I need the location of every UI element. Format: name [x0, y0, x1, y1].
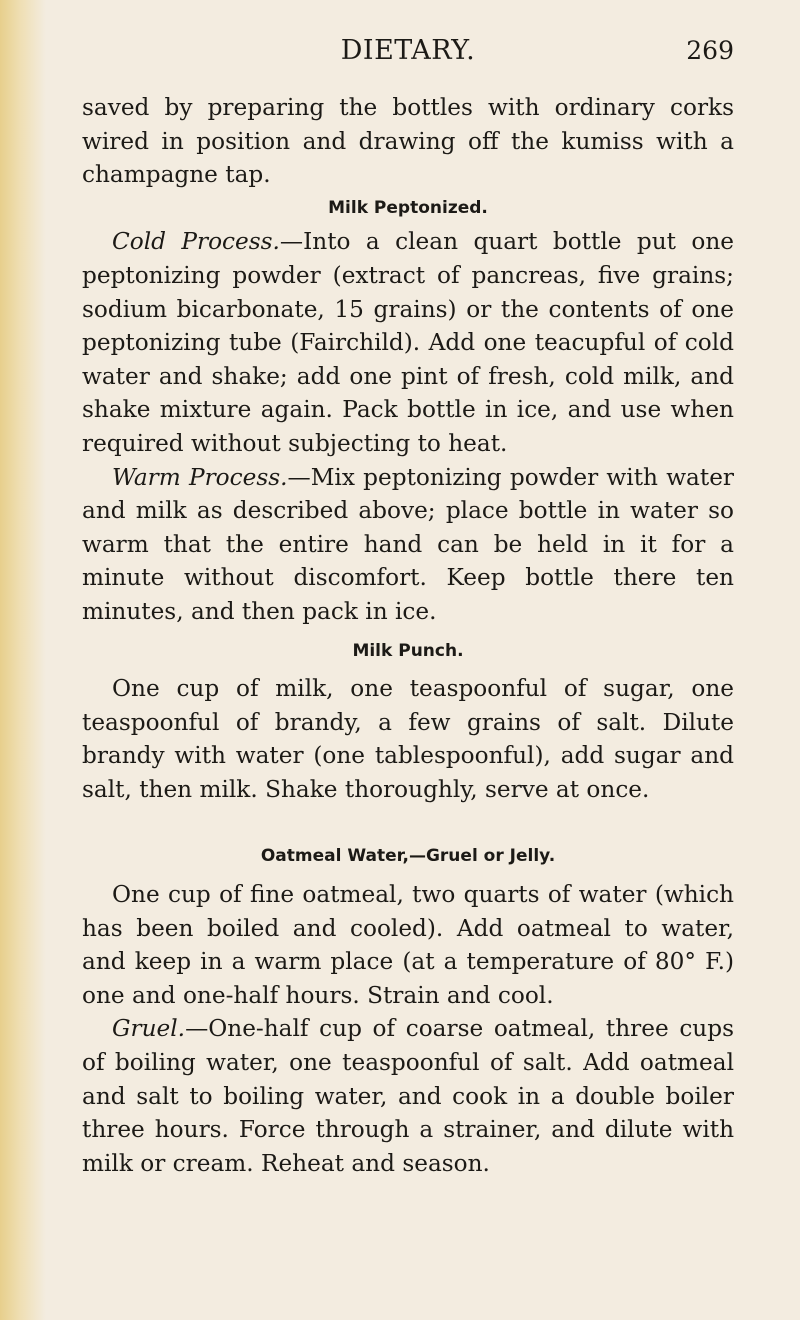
paragraph-milk-punch: One cup of milk, one teaspoonful of sugar, one teaspoonful of brandy, a few grains of salt. Dilute brandy with water (one tablespoonful), add sugar and salt, then milk. Shake thoroughly, serve at once.: [82, 675, 734, 803]
body-text: [82, 91, 734, 1180]
paragraph-warm-process: [82, 461, 734, 629]
paragraph-oatmeal-water: One cup of fine oatmeal, two quarts of water (which has been boiled and cooled). Add oatmeal to water, and keep in a warm place (at a temperature of 80° F.) one and one-half hours. Strain and cool.: [82, 881, 734, 1009]
paragraph-intro: saved by preparing the bottles with ordinary corks wired in position and drawing off the kumiss with a champagne tap.: [82, 94, 734, 189]
heading-milk-punch: Milk Punch.: [352, 640, 464, 661]
gruel-text: —One-half cup of coarse oatmeal, three cups of boiling water, one teaspoonful of salt. Add oatmeal and salt to boiling water, and cook in a double boiler three hours. Force through a strainer, and dilute with milk or cream. Reheat and season.: [82, 1015, 734, 1177]
cold-process-text: —Into a clean quart bottle put one peptonizing powder (extract of pancreas, five grains; sodium bicarbonate, 15 grains) or the contents of one peptonizing tube (Fairchild). Add one teacupful of cold water and shake; add one pint of fresh, cold milk, and shake mixture again. Pack bottle in ice, and use when required without subjecting to heat.: [82, 228, 735, 457]
heading-oatmeal-water: Oatmeal Water,—Gruel or Jelly.: [260, 846, 556, 867]
paragraph-cold-process: [82, 225, 734, 460]
page-number: 269: [686, 36, 734, 65]
paragraph-gruel: [82, 1012, 734, 1180]
running-title: DIETARY.: [340, 35, 476, 66]
cold-process-label: Cold Process.: [112, 228, 280, 256]
warm-process-text: —Mix peptonizing powder with water and milk as described above; place bottle in water so warm that the entire hand can be held in it for a minute without discomfort. Keep bottle there ten minutes, and then pack in ice.: [82, 463, 735, 625]
warm-process-label: Warm Process.: [112, 463, 288, 491]
heading-milk-peptonized: Milk Peptonized.: [328, 197, 488, 218]
running-head: [82, 34, 734, 68]
gruel-label: Gruel.: [112, 1015, 186, 1043]
